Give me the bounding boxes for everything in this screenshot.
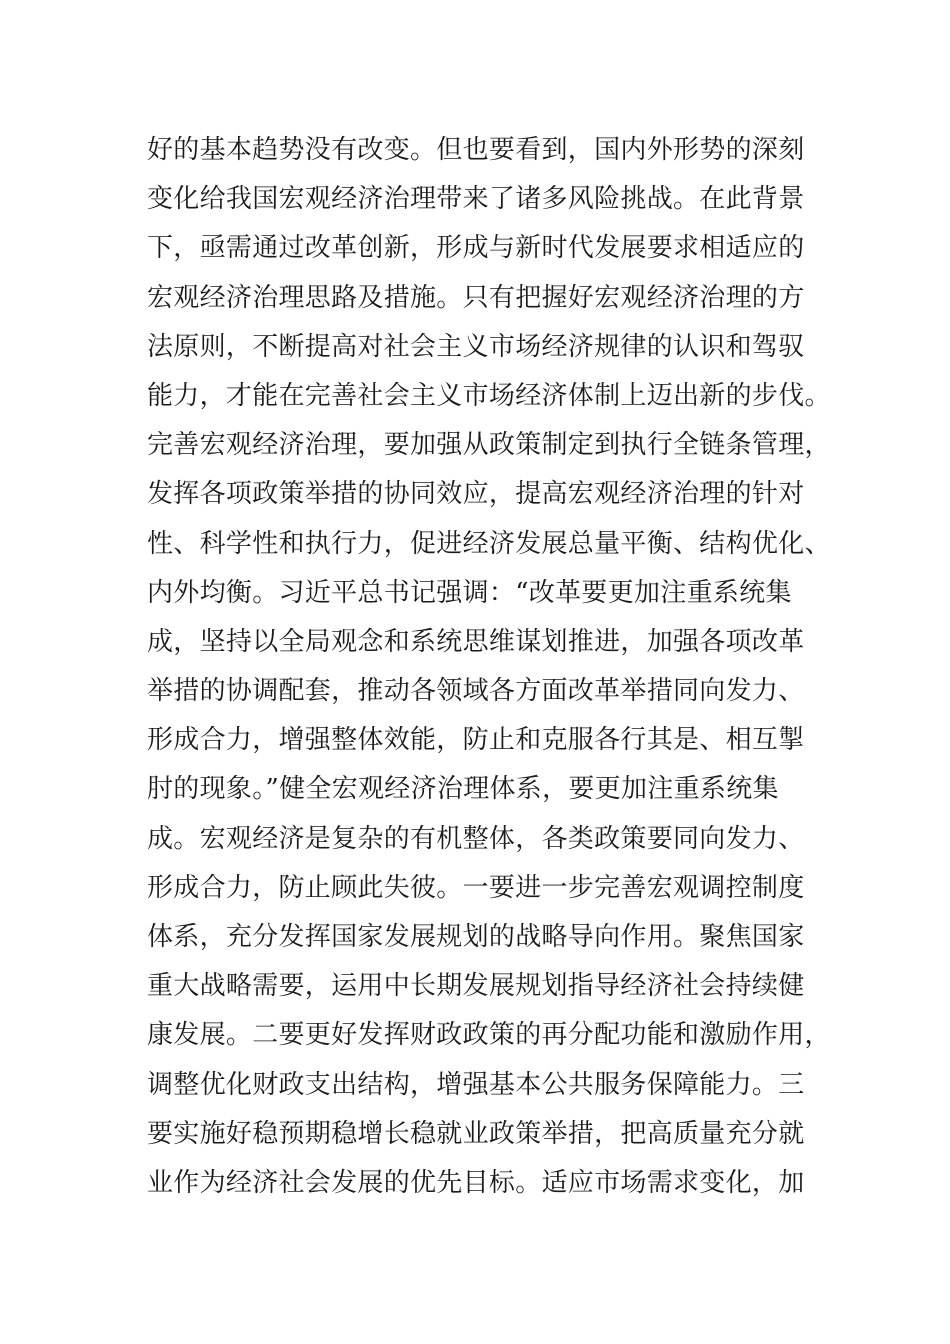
text-line: 康发展。二要更好发挥财政政策的再分配功能和激励作用， (147, 1020, 831, 1051)
text-line: 变化给我国宏观经济治理带来了诸多风险挑战。在此背景 (147, 184, 805, 215)
text-line: 调整优化财政支出结构，增强基本公共服务保障能力。三 (147, 1069, 805, 1100)
text-line: 成，坚持以全局观念和系统思维谋划推进，加强各项改革 (147, 626, 805, 657)
text-line: 要实施好稳预期稳增长稳就业政策举措，把高质量充分就 (147, 1118, 805, 1149)
text-line: 成。宏观经济是复杂的有机整体，各类政策要同向发力、 (147, 823, 805, 854)
text-line: 下，亟需通过改革创新，形成与新时代发展要求相适应的 (147, 233, 805, 264)
text-line: 形成合力，增强整体效能，防止和克服各行其是、相互掣 (147, 725, 805, 756)
text-line: 内外均衡。习近平总书记强调：“改革要更加注重系统集 (147, 577, 792, 608)
text-line: 宏观经济治理思路及措施。只有把握好宏观经济治理的方 (147, 282, 805, 313)
text-line: 能力，才能在完善社会主义市场经济体制上迈出新的步伐。 (147, 380, 831, 411)
text-line: 体系，充分发挥国家发展规划的战略导向作用。聚焦国家 (147, 922, 805, 952)
text-line: 重大战略需要，运用中长期发展规划指导经济社会持续健 (147, 971, 805, 1002)
text-line: 完善宏观经济治理，要加强从政策制定到执行全链条管理， (147, 430, 831, 461)
text-line: 肘的现象。”健全宏观经济治理体系，要更加注重系统集 (147, 774, 779, 805)
text-line: 举措的协调配套，推动各领域各方面改革举措同向发力、 (147, 676, 805, 707)
text-line: 业作为经济社会发展的优先目标。适应市场需求变化，加 (147, 1167, 805, 1198)
text-line: 性、科学性和执行力，促进经济发展总量平衡、结构优化、 (147, 528, 831, 559)
text-line: 好的基本趋势没有改变。但也要看到，国内外形势的深刻 (147, 135, 805, 165)
body-text (147, 126, 831, 1208)
text-line: 发挥各项政策举措的协同效应，提高宏观经济治理的针对 (147, 479, 805, 510)
text-line: 形成合力，防止顾此失彼。一要进一步完善宏观调控制度 (147, 872, 805, 903)
text-line: 法原则，不断提高对社会主义市场经济规律的认识和驾驭 (147, 331, 805, 362)
